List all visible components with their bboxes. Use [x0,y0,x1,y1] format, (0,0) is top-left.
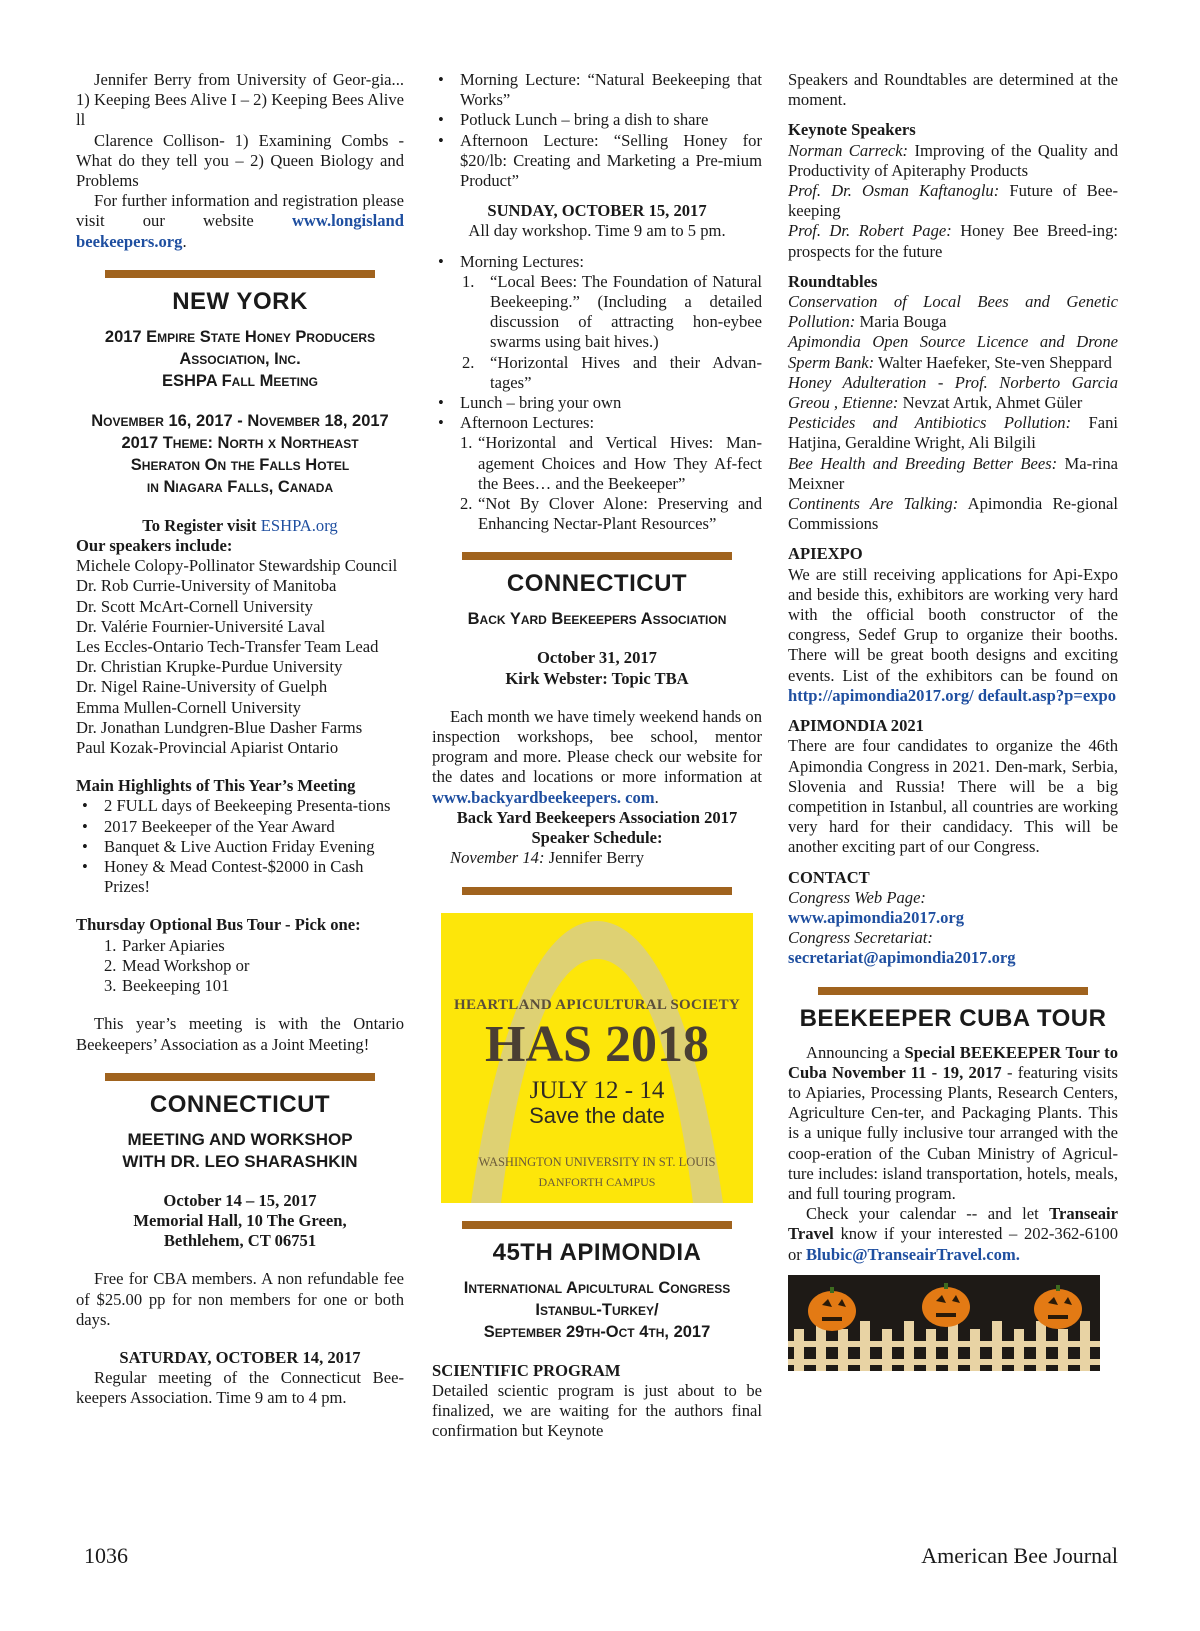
speaker-item: Emma Mullen-Cornell University [76,697,301,717]
ct-venue: Memorial Hall, 10 The Green, [133,1210,347,1230]
roundtables-heading: Roundtables [788,271,878,291]
keynote-item: Prof. Dr. Robert Page: Honey Bee Breed-ing: prospects for the future [788,221,1118,261]
program-item: • Morning Lecture: “Natural Beekeeping that Works” [432,70,762,110]
apimondia-sub-2: Istanbul-Turkey/ [535,1300,659,1319]
byba-text: Each month we have timely weekend hands on inspection workshops, bee school, mentor program and more. Please check our website for the dates and locations or more information at www.backyardbeekeepers. com. [432,706,762,807]
keynote-item: Prof. Dr. Osman Kaftanoglu: Future of Bee-keeping [788,181,1118,221]
ad-campus: DANFORTH CAMPUS [538,1174,656,1189]
new-york-heading: NEW YORK [172,287,308,315]
transeair-email-link[interactable]: Blubic@TranseairTravel.com. [805,1244,1020,1264]
scientific-heading: SCIENTIFIC PROGRAM [432,1360,621,1380]
cuba-tour-text: Announcing a Special BEEKEEPER Tour to Cuba November 11 - 19, 2017 - featuring visits to Apiaries, Processing Plants, Research Centers, Agriculture Cen-ter, and Packaging Plants. This is a unique fully inclusive tour arranged with the coop-eration of the Cuban Ministry of Agricul-ture includes: island transportation, hotels, meals, and full touring program. [788,1042,1118,1203]
ny-dates: November 16, 2017 - November 18, 2017 [91,411,389,430]
secretariat-email-link[interactable]: secretariat@apimondia2017.org [788,948,1016,968]
apiexpo-text: We are still receiving applications for Api-Expo and beside this, exhibitors are working very hard with the official booth constructor of the congress, Sedef Grup to organize their booths. There will be great booth designs and exciting events. List of the exhibitors can be found on http://apimondia2017.org/ default.asp?p=expo [788,564,1118,705]
roundtable-item: Continents Are Talking: Apimondia Re-gional Commissions [788,494,1118,534]
byba-schedule-1: Back Yard Beekeepers Association 2017 [456,807,738,827]
roundtables-cont: Speakers and Roundtables are determined at the moment. [788,70,1118,110]
byba-topic: Kirk Webster: Topic TBA [505,668,689,688]
column-right [788,70,1118,1371]
morning-item: 1. “Local Bees: The Foundation of Natural Beekeeping.” (Including a detailed discussion of attracting hon-eybee swarms using bait hives.) [462,271,762,352]
has-2018-ad[interactable] [441,913,753,1203]
ct-dates: October 14 – 15, 2017 [163,1190,317,1210]
apimondia-2021-text: There are four candidates to organize the 46th Apimondia Congress in 2021. Den-mark, Serbia, Slovenia and Russia! There will be a big competition in Istanbul, all countries are working very hard for their candidacy. This will be another exciting part of our Congress. [788,736,1118,857]
connecticut-heading: CONNECTICUT [149,1090,331,1118]
contact-web-label: Congress Web Page: [788,887,926,907]
byba-date: October 31, 2017 [537,648,657,668]
ct-subhead-2: WITH DR. LEO SHARASHKIN [122,1151,358,1171]
ct-fee: Free for CBA members. A non refundable fee of $25.00 pp for non members for one or both days. [76,1269,404,1329]
apiexpo-link[interactable]: http://apimondia2017.org/ default.asp?p=expo [788,685,1117,705]
byba-schedule-2: Speaker Schedule: [531,828,663,848]
speakers-list [76,556,404,758]
apimondia-2021-heading: APIMONDIA 2021 [788,716,924,736]
speaker-item: Dr. Christian Krupke-Purdue University [76,657,343,677]
sat-program-list [432,70,762,191]
roundtable-item: Apimondia Open Source Licence and Drone Sperm Bank: Walter Haefeker, Ste-ven Sheppard [788,332,1118,372]
ad-venue: WASHINGTON UNIVERSITY IN ST. LOUIS [478,1154,716,1169]
backyard-link[interactable]: www.backyardbeekeepers. com [432,787,655,807]
ad-save-date: Save the date [529,1102,665,1128]
bus-tour-heading: Thursday Optional Bus Tour - Pick one: [76,915,361,935]
keynote-item: Norman Carreck: Improving of the Quality and Productivity of Apiteraphy Products [788,140,1118,180]
apimondia-heading: 45TH APIMONDIA [492,1238,702,1266]
tour-item: 3. Beekeeping 101 [104,976,230,996]
program-item: • Afternoon Lecture: “Selling Honey for $20/lb: Creating and Marketing a Pre-mium Product” [432,131,762,192]
scientific-text: Detailed scientic program is just about to be finalized, we are waiting for the authors final confirmation but Keynote [432,1380,762,1441]
further-info: For further information and registration please visit our website www.longisland beekeepers.org. [76,191,404,251]
ny-location: in Niagara Falls, Canada [146,477,334,496]
connecticut-heading-2: CONNECTICUT [506,570,688,598]
ad-society: HEARTLAND APICULTURAL SOCIETY [453,996,741,1013]
speaker-item: Dr. Rob Currie-University of Manitoba [76,576,337,596]
cuba-contact-text: Check your calendar -- and let Transeair Travel know if your interested – 202-362-6100 or Blubic@TranseairTravel.com. [788,1204,1118,1264]
cuba-tour-heading: BEEKEEPER CUBA TOUR [799,1004,1107,1032]
journal-name: American Bee Journal [921,1543,1118,1568]
section-rule [462,887,732,895]
saturday-heading: SATURDAY, OCTOBER 14, 2017 [119,1347,361,1367]
ct-subhead-1: MEETING AND WORKSHOP [127,1129,353,1149]
tour-item: 2. Mead Workshop or [104,955,250,975]
saturday-text: Regular meeting of the Connecticut Bee-keepers Association. Time 9 am to 4 pm. [76,1368,404,1408]
column-middle [432,70,762,1441]
tour-item: 1. Parker Apiaries [104,935,225,955]
column-left [76,70,404,1409]
highlight-item: • 2 FULL days of Beekeeping Presenta-tions [76,796,404,816]
intro-berry: Jennifer Berry from University of Geor-gia... 1) Keeping Bees Alive I – 2) Keeping Bees Alive ll [76,70,404,130]
roundtable-item: Bee Health and Breeding Better Bees: Ma-rina Meixner [788,453,1118,493]
joint-meeting-note: This year’s meeting is with the Ontario Beekeepers’ Association as a Joint Meeting! [76,1014,404,1054]
bus-tour-list [76,936,404,997]
program-item: • Morning Lectures: 1. “Local Bees: The Foundation of Natural Beekeeping.” (Including a detailed discussion of attracting hon-eybee swarms using bait hives.) 2. “Horizontal Hives and their Advan-tages” [432,252,762,393]
program-item: • Potluck Lunch – bring a dish to share [432,110,762,130]
pumpkin-fence-image [788,1275,1100,1371]
pumpkin-fence-graphic [788,1275,1100,1371]
speaker-item: Dr. Valérie Fournier-Université Laval [76,616,326,636]
ad-dates: JULY 12 - 14 [529,1076,665,1104]
intro-collison: Clarence Collison- 1) Examining Combs - What do they tell you – 2) Queen Biology and Problems [76,130,404,191]
ny-hotel: Sheraton On the Falls Hotel [130,455,350,474]
section-rule [818,987,1088,995]
contact-heading: CONTACT [788,867,870,887]
page-number: 1036 [84,1543,128,1568]
program-item: • Afternoon Lectures: 1. “Horizontal and Vertical Hives: Man-agement Choices and How They Af-fect the Bees… and the Beekeeper” 2. “Not By Clover Alone: Preserving and Enhancing Nectar-Plant Resources” [432,413,762,534]
speakers-heading: Our speakers include: [76,536,233,556]
ad-title: HAS 2018 [485,1015,709,1073]
speaker-item: Paul Kozak-Provincial Apiarist Ontario [76,738,339,758]
speaker-item: Dr. Scott McArt-Cornell University [76,596,313,616]
highlight-item: • Honey & Mead Contest-$2000 in Cash Prizes! [76,857,404,897]
eshpa-link[interactable]: ESHPA.org [260,515,338,535]
apimondia-sub-3: September 29th-Oct 4th, 2017 [483,1322,711,1341]
roundtable-item: Honey Adulteration - Prof. Norberto Garcia Greou , Etienne: Nevzat Artık, Ahmet Güler [788,372,1118,413]
section-rule [105,1073,375,1081]
section-rule [462,1221,732,1229]
sunday-heading: SUNDAY, OCTOBER 15, 2017 [487,201,707,221]
roundtable-item: Conservation of Local Bees and Genetic Pollution: Maria Bouga [788,292,1118,332]
speaker-item: Dr. Jonathan Lundgren-Blue Dasher Farms [76,717,363,737]
highlight-item: • Banquet & Live Auction Friday Evening [76,837,404,857]
ny-subhead-2: Association, Inc. [179,349,301,368]
apimondia-sub-1: International Apicultural Congress [463,1278,731,1297]
ny-theme: 2017 Theme: North x Northeast [121,433,359,452]
program-item: • Lunch – bring your own [432,393,762,413]
longisland-link[interactable]: www.longisland beekeepers.org [76,211,404,251]
speaker-item: Dr. Nigel Raine-University of Guelph [76,677,328,697]
apiexpo-heading: APIEXPO [788,544,863,564]
ct-city: Bethlehem, CT 06751 [163,1231,317,1251]
contact-sec-label: Congress Secretariat: [788,928,933,948]
section-rule [105,270,375,278]
ny-subhead-1: 2017 Empire State Honey Producers [104,327,376,346]
section-rule [462,552,732,560]
highlight-item: • 2017 Beekeeper of the Year Award [76,817,404,837]
keynote-heading: Keynote Speakers [788,120,916,140]
speaker-item: Les Eccles-Ontario Tech-Transfer Team Lead [76,637,379,657]
sunday-text: All day workshop. Time 9 am to 5 pm. [468,221,726,241]
roundtable-item: Pesticides and Antibiotics Pollution: Fani Hatjina, Geraldine Wright, Ali Bilgili [788,413,1118,453]
apimondia-web-link[interactable]: www.apimondia2017.org [788,907,965,927]
byba-subhead: Back Yard Beekeepers Association [467,610,727,629]
highlights-heading: Main Highlights of This Year’s Meeting [76,776,356,796]
afternoon-item: 2. “Not By Clover Alone: Preserving and Enhancing Nectar-Plant Resources” [460,494,762,534]
afternoon-item: 1. “Horizontal and Vertical Hives: Man-agement Choices and How They Af-fect the Bees… and the Beekeeper” [460,433,762,493]
sun-program-list [432,252,762,535]
ny-subhead-3: ESHPA Fall Meeting [161,371,318,390]
byba-nov: November 14: Jennifer Berry [450,848,644,868]
highlights-list [76,796,404,897]
morning-item: 2. “Horizontal Hives and their Advan-tages” [462,352,762,392]
register-line: To Register visit ESHPA.org [142,515,338,535]
speaker-item: Michele Colopy-Pollinator Stewardship Council [76,556,398,576]
